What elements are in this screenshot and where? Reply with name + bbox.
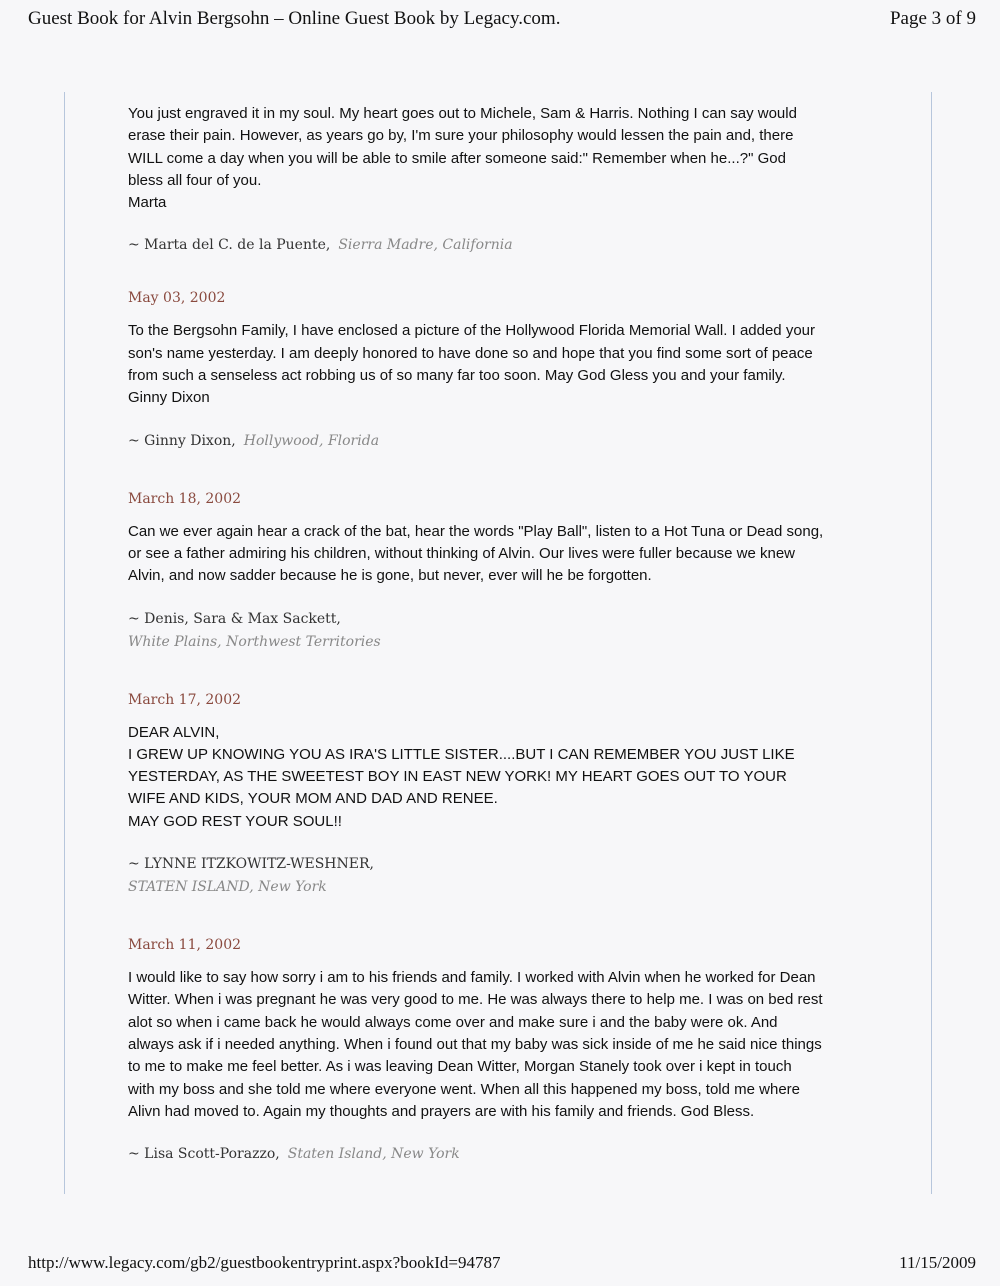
message-line: erase their pain. However, as years go by, I'm sure your philosophy would lessen the pain and, there — [128, 127, 794, 145]
message-line: YESTERDAY, AS THE SWEETEST BOY IN EAST NEW YORK! MY HEART GOES OUT TO YOUR — [128, 768, 787, 786]
message-line: To the Bergsohn Family, I have enclosed a picture of the Hollywood Florida Memorial Wall. I added your — [128, 322, 815, 340]
message-line: from such a senseless act robbing us of so many far too soon. May God Gless you and your family. — [128, 367, 786, 385]
message-line: Ginny Dixon — [128, 389, 210, 407]
entry-message — [128, 967, 870, 1123]
entry-message — [128, 722, 870, 833]
message-line: I GREW UP KNOWING YOU AS IRA'S LITTLE SISTER....BUT I CAN REMEMBER YOU JUST LIKE — [128, 745, 795, 763]
print-header — [28, 8, 976, 34]
guestbook-entry — [128, 937, 870, 1166]
message-line: WILL come a day when you will be able to smile after someone said:" Remember when he...?" God — [128, 149, 786, 167]
guestbook-entry — [128, 290, 870, 452]
entry-signature — [128, 234, 870, 257]
message-line: or see a father admiring his children, without thinking of Alvin. Our lives were fuller because we knew — [128, 544, 795, 562]
entry-signature — [128, 853, 870, 899]
entry-location: White Plains, Northwest Territories — [128, 633, 381, 650]
entry-location: Staten Island, New York — [287, 1146, 460, 1163]
message-line: to me to make me feel better. As i was leaving Dean Witter, Morgan Stanely took over i kept in touch — [128, 1058, 792, 1076]
entry-date: March 18, 2002 — [128, 490, 242, 507]
entry-date: March 17, 2002 — [128, 691, 242, 708]
entry-date: March 11, 2002 — [128, 937, 242, 954]
left-border-rule — [64, 92, 65, 1194]
message-line: WIFE AND KIDS, YOUR MOM AND DAD AND RENEE. — [128, 790, 498, 808]
entry-signature — [128, 1143, 870, 1166]
guestbook-entry — [128, 491, 870, 654]
entry-location: Hollywood, Florida — [243, 432, 380, 449]
message-line: Marta — [128, 194, 167, 212]
message-line: MAY GOD REST YOUR SOUL!! — [128, 812, 342, 830]
message-line: bless all four of you. — [128, 171, 262, 189]
message-line: You just engraved it in my soul. My heart goes out to Michele, Sam & Harris. Nothing I can say would — [128, 105, 797, 122]
message-line: with my boss and she told me where everyone went. When all this happened my boss, told me where — [128, 1080, 801, 1098]
entry-message — [128, 103, 870, 214]
entry-location: Sierra Madre, California — [338, 237, 513, 254]
message-line: DEAR ALVIN, — [128, 723, 220, 741]
entry-author: ~ Denis, Sara & Max Sackett, — [128, 610, 341, 627]
entry-author: ~ LYNNE ITZKOWITZ-WESHNER, — [128, 856, 374, 873]
print-date: 11/15/2009 — [899, 1253, 976, 1272]
guestbook-entries — [128, 103, 870, 1204]
message-line: Alvin, and now sadder because he is gone, but never, ever will he be forgotten. — [128, 567, 652, 585]
entry-author: ~ Ginny Dixon, — [128, 432, 236, 449]
guestbook-entry — [128, 692, 870, 899]
message-line: always ask if i needed anything. When i found out that my baby was sick inside of me he said nice things — [128, 1035, 822, 1053]
message-line: I would like to say how sorry i am to his friends and family. I worked with Alvin when he worked for Dean — [128, 969, 816, 987]
entry-message — [128, 320, 870, 409]
entry-message — [128, 521, 870, 588]
message-line: Can we ever again hear a crack of the bat, hear the words "Play Ball", listen to a Hot Tuna or Dead song, — [128, 522, 824, 540]
message-line: Alivn had moved to. Again my thoughts and prayers are with his family and friends. God Bless. — [128, 1102, 755, 1120]
right-border-rule — [931, 92, 932, 1194]
page-url: http://www.legacy.com/gb2/guestbookentryprint.aspx?bookId=94787 — [28, 1253, 501, 1272]
entry-location: STATEN ISLAND, New York — [128, 879, 327, 896]
entry-signature — [128, 430, 870, 453]
entry-date: May 03, 2002 — [128, 290, 226, 307]
entry-signature — [128, 608, 870, 654]
message-line: Witter. When i was pregnant he was very good to me. He was always there to help me. I was on bed rest — [128, 991, 823, 1009]
guestbook-entry — [128, 103, 870, 257]
entry-author: ~ Marta del C. de la Puente, — [128, 237, 331, 254]
page-indicator: Page 3 of 9 — [889, 8, 976, 29]
document-title: Guest Book for Alvin Bergsohn – Online Guest Book by Legacy.com. — [28, 8, 561, 29]
message-line: son's name yesterday. I am deeply honored to have done so and hope that you find some sort of peace — [128, 344, 813, 362]
message-line: alot so when i came back he would always come over and make sure i and the baby were ok. And — [128, 1013, 778, 1031]
entry-author: ~ Lisa Scott-Porazzo, — [128, 1146, 280, 1163]
